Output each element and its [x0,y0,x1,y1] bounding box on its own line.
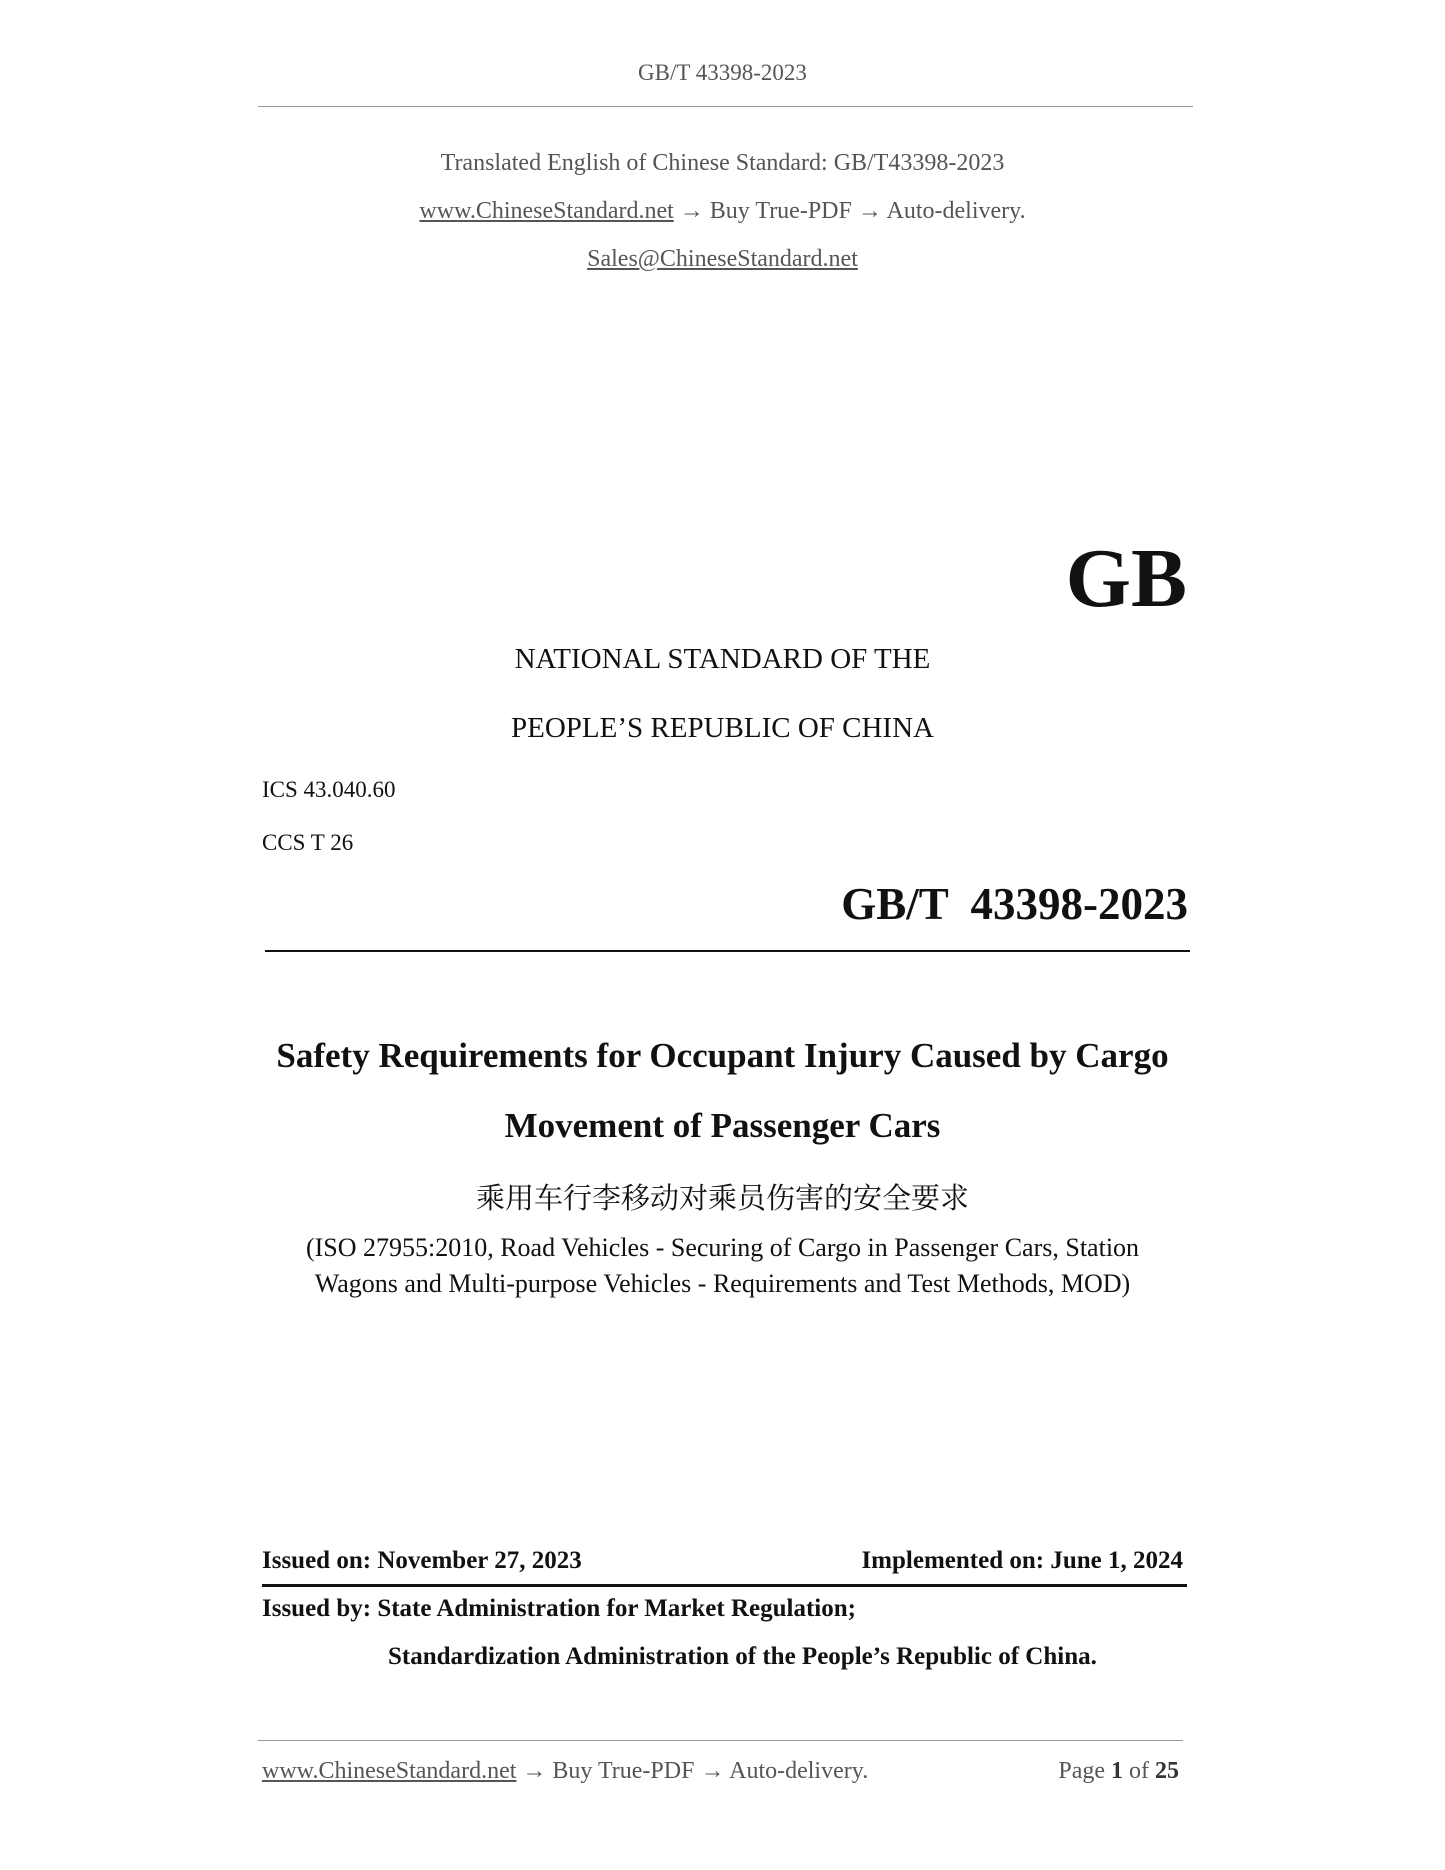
implemented-on: Implemented on: June 1, 2024 [861,1547,1183,1574]
standard-number: GB/T 43398-2023 [841,879,1188,929]
gb-mark: GB [1065,532,1187,625]
page-current: 1 [1111,1758,1123,1784]
title-line2: Movement of Passenger Cars [504,1106,941,1145]
iso-reference-line2: Wagons and Multi-purpose Vehicles - Requirements and Test Methods, MOD) [314,1269,1131,1298]
translation-notice: Translated English of Chinese Standard: GB/T43398-2023 [440,150,1005,176]
issue-divider [262,1584,1187,1587]
page-total: 25 [1155,1758,1179,1784]
national-standard-line2: PEOPLE’S REPUBLIC OF CHINA [511,712,934,744]
page-indicator [1058,1758,1179,1785]
title-chinese: 乘用车行李移动对乘员伤害的安全要求 [475,1181,969,1215]
footer-divider [258,1740,1183,1741]
running-header: GB/T 43398-2023 [638,60,807,85]
email-link[interactable]: Sales@ChineseStandard.net [587,246,858,272]
page-label: Page [1058,1758,1105,1784]
iso-reference [0,1230,1445,1302]
footer-purchase-line [262,1758,868,1785]
national-standard-line1: NATIONAL STANDARD OF THE [514,643,931,675]
site-link[interactable]: www.ChineseStandard.net [419,198,674,224]
of-label: of [1129,1758,1149,1784]
footer-site-link[interactable]: www.ChineseStandard.net [262,1758,517,1784]
issued-by-line2: Standardization Administration of the People’s Republic of China. [388,1643,1097,1670]
email-line [0,246,1445,273]
header-divider [258,106,1193,107]
iso-reference-line1: (ISO 27955:2010, Road Vehicles - Securing of Cargo in Passenger Cars, Station [305,1233,1140,1262]
title-line1: Safety Requirements for Occupant Injury Caused by Cargo [276,1036,1169,1075]
standard-number-divider [265,950,1190,952]
issued-by-line1: Issued by: State Administration for Market Regulation; [262,1595,856,1622]
purchase-line [0,198,1445,225]
ics-code: ICS 43.040.60 [262,777,396,802]
footer-purchase-text: → Buy True-PDF → Auto-delivery. [516,1758,869,1784]
ccs-code: CCS T 26 [262,830,354,855]
issued-on: Issued on: November 27, 2023 [262,1547,582,1574]
purchase-text: → Buy True-PDF → Auto-delivery. [673,198,1026,224]
